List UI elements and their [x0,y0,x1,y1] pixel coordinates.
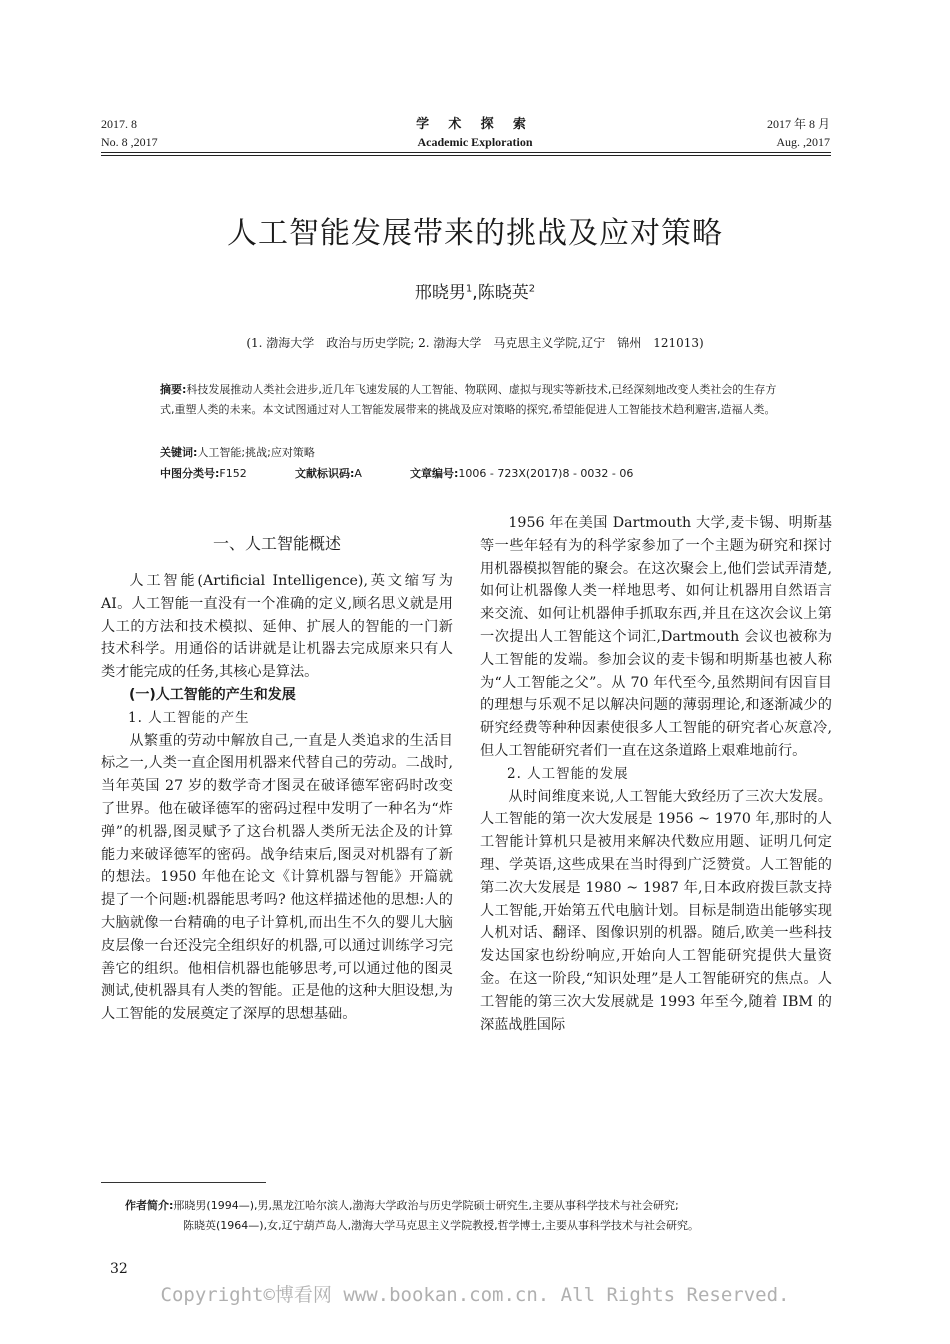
affiliation: (1. 渤海大学 政治与历史学院; 2. 渤海大学 马克思主义学院,辽宁 锦州 121013) [246,336,704,350]
author-2-mark: 2 [528,283,536,295]
footnote-author-2: 陈晓英(1964—),女,辽宁葫芦岛人,渤海大学马克思主义学院教授,哲学博士,主要从事科学技术与社会研究。 [183,1219,700,1232]
abstract-text: 科技发展推动人类社会进步,近几年飞速发展的人工智能、物联网、虚拟与现实等新技术,已经深刻地改变人类社会的生存方式,重塑人类的未来。本文试图通过对人工智能发展带来的挑战及应对策略的探究,希望能促进人工智能技术趋利避害,造福人类。 [160,383,777,416]
clc-label: 中图分类号: [160,467,220,480]
keywords [160,443,790,463]
page-number: 32 [110,1261,128,1277]
subsubsection-heading: 1. 人工智能的产生 [128,709,250,726]
copyright-watermark: Copyright©博看网 www.bookan.com.cn. All Rights Reserved. [160,1284,790,1306]
header-issue: No. 8 ,2017 [101,135,158,149]
journal-name [355,115,595,151]
paper-title: 人工智能发展带来的挑战及应对策略 [227,216,723,251]
header-date-en: Aug. ,2017 [776,135,830,149]
header-rule [101,152,831,153]
body-column-left [101,524,453,1026]
author-separator: , [472,283,478,303]
keywords-label: 关键词: [160,446,198,459]
subsubsection-heading: 2. 人工智能的发展 [507,765,629,782]
author-line [0,278,950,303]
article-number-label: 文章编号: [410,467,459,480]
header-date-numeric: 2017. 8 [101,117,137,131]
author-2: 陈晓英 [477,283,529,303]
keywords-text: 人工智能;挑战;应对策略 [197,446,315,459]
paragraph: 1956 年在美国 Dartmouth 大学,麦卡锡、明斯基等一些年轻有为的科学家参加了一个主题为研究和探讨用机器模拟智能的聚会。在这次聚会上,他们尝试弄清楚,如何让机器像人类一样地思考、如何让机器用自然语言来交流、如何让机器伸手抓取东西,并且在这次会议上第一次提出人工智能这个词汇,Dartmouth 会议也被称为人工智能的发端。参加会议的麦卡锡和明斯基也被人称为“人工智能之父”。从 70 年代至今,虽然期间有因盲目的理想与乐观不足以解决问题的薄弱理论,和逐渐减少的研究经费等种种因素使很多人工智能的研究者心灰意冷,但人工智能研究者们一直在这条道路上艰难地前行。 [480,515,832,759]
abstract-label: 摘要: [160,383,187,396]
footnote-author-1 [125,1196,825,1216]
body-column-right [480,512,832,1036]
doc-code-label: 文献标识码: [295,467,355,480]
article-number-value: 1006 - 723X(2017)8 - 0032 - 06 [458,467,634,480]
author-1: 邢晓男 [414,283,466,303]
paragraph: 从繁重的劳动中解放自己,一直是人类追求的生活目标之一,人类一直企图用机器来代替自己的劳动。二战时,当年英国 27 岁的数学奇才图灵在破译德军密码时改变了世界。他在破译德军的密码过程中发明了一种名为“炸弹”的机器,图灵赋予了这台机器人类所无法企及的计算能力来破译德军的密码。战争结束后,图灵对机器有了新的想法。1950 年他在论文《计算机器与智能》开篇就提了一个问题:机器能思考吗? 他这样描述他的思想:人的大脑就像一台精确的电子计算机,而出生不久的婴儿大脑皮层像一台还没完全组织好的机器,可以通过训练学习完善它的组织。他相信机器也能够思考,可以通过他的图灵测试,使机器具有人类的智能。正是他的这种大胆设想,为人工智能的发展奠定了深厚的思想基础。 [101,732,453,1023]
footnote-author-1-bio: 邢晓男(1994—),男,黑龙江哈尔滨人,渤海大学政治与历史学院硕士研究生,主要从事科学技术与社会研究; [173,1199,679,1212]
header-right [767,115,830,151]
header-rule-thin [101,155,831,156]
footnote-rule [101,1182,266,1183]
header-left [101,115,158,151]
paragraph: 人工智能(Artificial Intelligence),英文缩写为 AI。人工智能一直没有一个准确的定义,顾名思义就是用人工的方法和技术模拟、延伸、扩展人的智能的一门新技术科学。用通俗的话讲就是让机器去完成原来只有人类才能完成的任务,其核心是算法。 [101,573,453,681]
abstract [160,380,790,420]
journal-name-cn: 学 术 探 索 [416,116,534,131]
section-heading: 一、人工智能概述 [212,534,341,553]
footnote-label: 作者简介: [125,1199,174,1212]
journal-name-en: Academic Exploration [417,135,533,149]
paragraph: 从时间维度来说,人工智能大致经历了三次大发展。人工智能的第一次大发展是 1956 ~ 1970 年,那时的人工智能计算机只是被用来解决代数应用题、证明几何定理、学英语,这些成果在当时得到广泛赞赏。人工智能的第二次大发展是 1980 ~ 1987 年,日本政府拨巨款支持人工智能,开始第五代电脑计划。目标是制造出能够实现人机对话、翻译、图像识别的机器。随后,欧美一些科技发达国家也纷纷响应,开始向人工智能研究提供大量资金。在这一阶段,“知识处理”是人工智能研究的焦点。人工智能的第三次大发展就是 1993 年至今,随着 IBM 的深蓝战胜国际 [480,788,832,1033]
clc-value: F152 [219,467,247,480]
author-1-mark: 1 [465,283,473,295]
classification-row [160,464,790,484]
subsection-heading: (一)人工智能的产生和发展 [129,686,296,703]
header-date-cn: 2017 年 8 月 [766,117,830,131]
doc-code-value: A [354,467,362,480]
